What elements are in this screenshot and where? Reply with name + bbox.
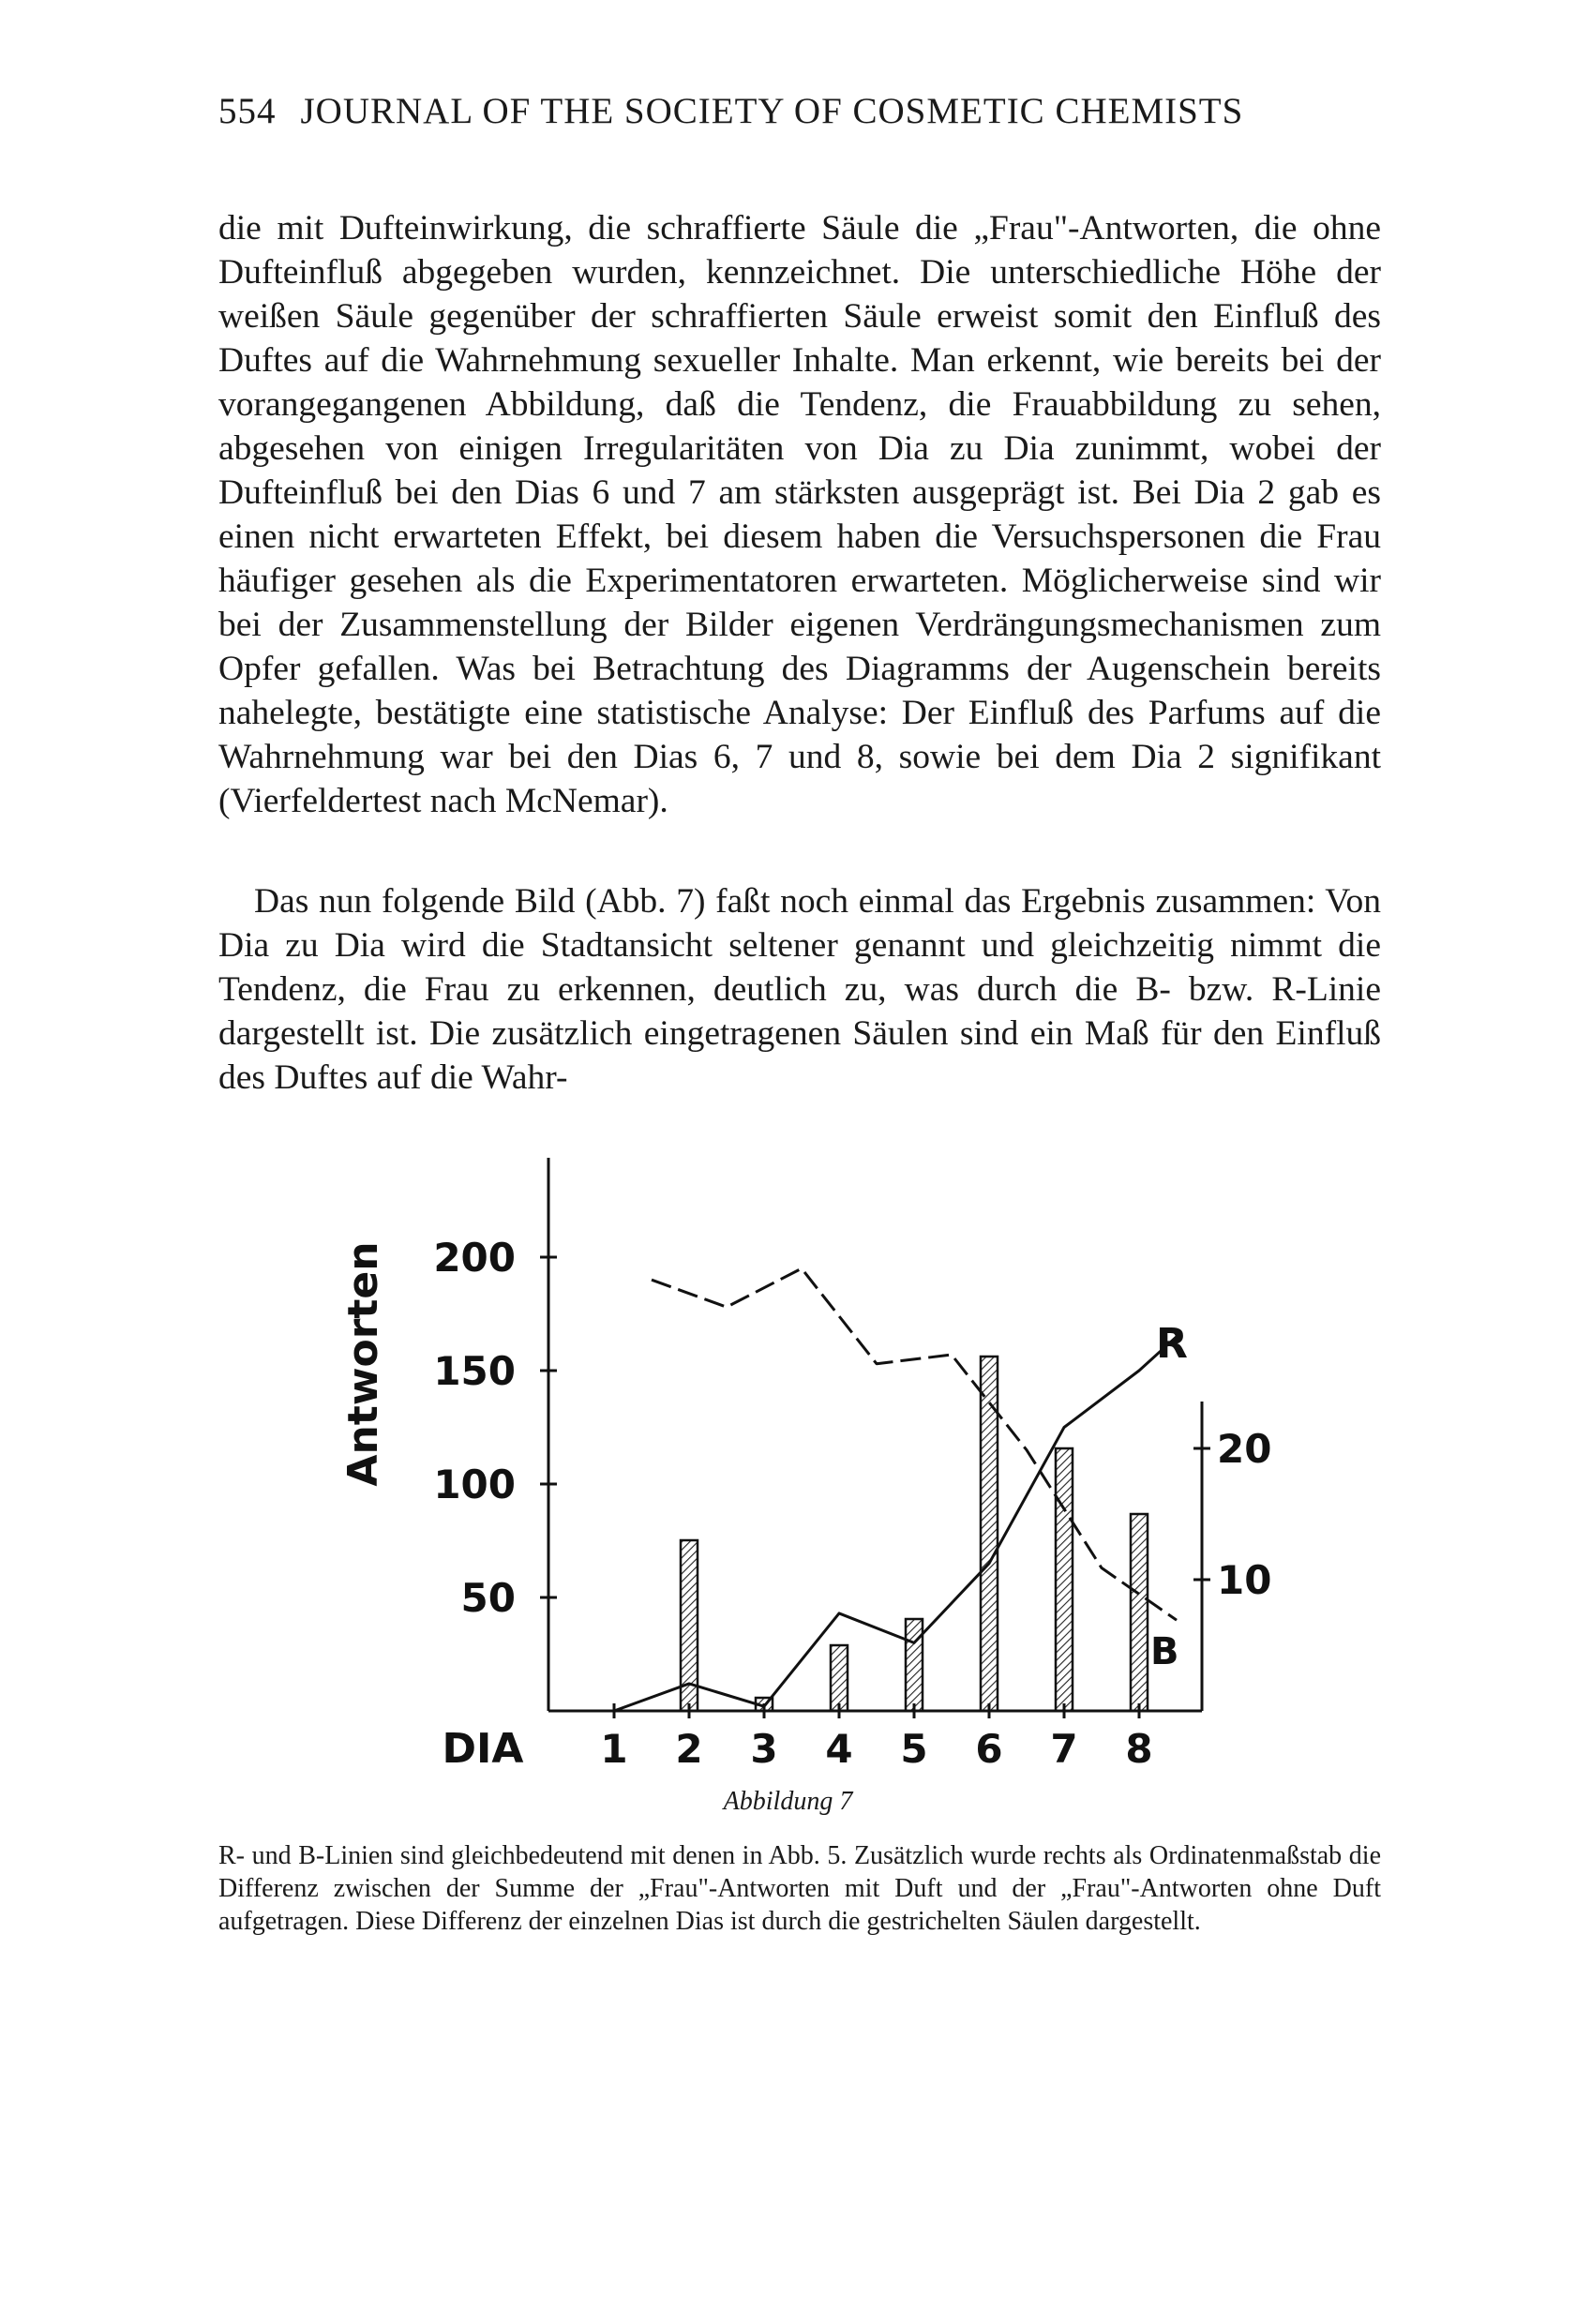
x-tick-label: 2 xyxy=(675,1726,703,1772)
paragraph-2 xyxy=(218,879,1381,1100)
left-tick-label: 200 xyxy=(433,1235,516,1281)
difference-bar xyxy=(1131,1514,1148,1711)
x-tick-label: 1 xyxy=(600,1726,628,1772)
page-number: 554 xyxy=(218,91,277,131)
running-header xyxy=(218,90,1243,132)
x-tick-label: 7 xyxy=(1050,1726,1078,1772)
x-tick-label: 6 xyxy=(975,1726,1003,1772)
journal-title: JOURNAL OF THE SOCIETY OF COSMETIC CHEMISTS xyxy=(300,91,1244,131)
figure-7-chart xyxy=(319,1148,1272,1786)
paragraph-1 xyxy=(218,206,1381,823)
y-axis-label: Antworten xyxy=(339,1241,387,1487)
paragraph-text: Das nun folgende Bild (Abb. 7) faßt noch einmal das Ergebnis zusammen: Von Dia zu Dia wird die Stadtansicht seltener genannt und gleichzeitig nimmt die Tendenz, die Frau zu erkennen, deutlich zu, was durch die B- bzw. R-Linie dargestellt ist. Die zusätzlich eingetragenen Säulen sind ein Maß für den Einfluß des Duftes auf die Wahr- xyxy=(218,882,1381,1097)
difference-bar xyxy=(906,1619,923,1711)
left-tick-label: 50 xyxy=(460,1575,516,1621)
difference-bar xyxy=(1056,1448,1073,1711)
x-tick-label: 8 xyxy=(1125,1726,1153,1772)
figure-caption: R- und B-Linien sind gleichbedeutend mit denen in Abb. 5. Zusätzlich wurde rechts als Ordinatenmaßstab die Differenz zwischen der Summe der „Frau"-Antworten mit Duft und der „Frau"-Antworten ohne Duft aufgetragen. Diese Differenz der einzelnen Dias ist durch die gestrichelten Säulen dargestellt. xyxy=(218,1841,1381,1936)
right-tick-label: 20 xyxy=(1217,1426,1272,1472)
x-tick-label: 4 xyxy=(825,1726,853,1772)
series-label-r: R xyxy=(1156,1320,1188,1368)
x-tick-label: 5 xyxy=(900,1726,928,1772)
right-axis-ticks xyxy=(1193,1426,1271,1603)
series-b-line xyxy=(652,1268,1177,1620)
left-axis-ticks xyxy=(433,1235,557,1621)
figure-title: Abbildung 7 xyxy=(723,1787,853,1816)
x-axis-label: DIA xyxy=(442,1725,524,1773)
paragraph-text: die mit Dufteinwirkung, die schraffierte Säule die „Frau"-Antworten, die ohne Dufteinfluß abgegeben wurden, kennzeichnet. Die unterschiedliche Höhe der weißen Säule gegenüber der schraffierten Säule erweist somit den Einfluß des Duftes auf die Wahrnehmung sexueller Inhalte. Man erkennt, wie bereits bei der vorangegangenen Abbildung, daß die Tendenz, die Frauabbildung zu sehen, abgesehen von einigen Irregularitäten von Dia zu Dia zunimmt, wobei der Dufteinfluß bei den Dias 6 und 7 am stärksten ausgeprägt ist. Bei Dia 2 gab es einen nicht erwarteten Effekt, bei diesem haben die Versuchspersonen die Frau häufiger gesehen als die Experimentatoren erwarteten. Möglicherweise sind wir bei der Zusammenstellung der Bilder eigenen Verdrängungsmechanismen zum Opfer gefallen. Was bei Betrachtung des Diagramms der Augenschein bereits nahelegte, bestätigte eine statistische Analyse: Der Einfluß des Parfums auf die Wahrnehmung war bei den Dias 6, 7 und 8, sowie bei dem Dia 2 signifikant (Vierfeldertest nach McNemar). xyxy=(218,209,1381,820)
series-label-b: B xyxy=(1150,1630,1179,1673)
x-axis-ticks xyxy=(600,1703,1152,1772)
right-tick-label: 10 xyxy=(1217,1557,1272,1603)
left-tick-label: 150 xyxy=(433,1348,516,1394)
left-tick-label: 100 xyxy=(433,1462,516,1507)
x-tick-label: 3 xyxy=(750,1726,778,1772)
difference-bars xyxy=(681,1357,1148,1711)
difference-bar xyxy=(831,1645,848,1711)
